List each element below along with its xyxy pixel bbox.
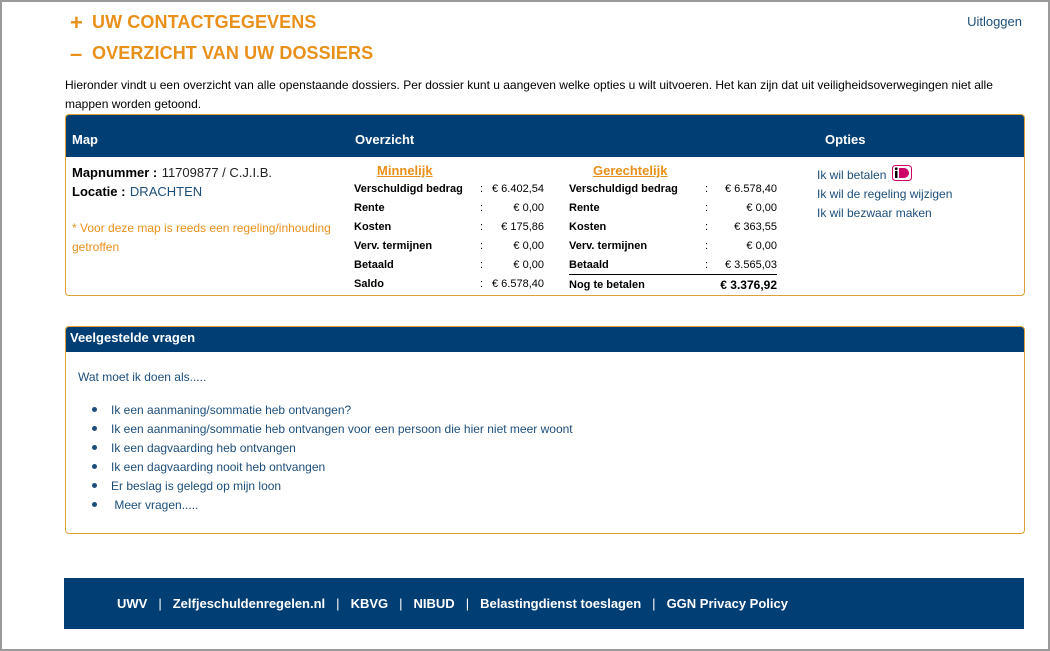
row-value: € 0,00 [513,239,544,252]
faq-link[interactable]: Ik een dagvaarding nooit heb ontvangen [111,459,326,474]
table-row [569,217,777,236]
row-label: Verv. termijnen [354,239,433,252]
section-toggle-contact[interactable] [70,9,317,35]
list-item [92,476,573,495]
row-separator: : [705,201,709,214]
intro-text: Hieronder vindt u een overzicht van alle openstaande dossiers. Per dossier kunt u aangeven welke opties u wilt uitvoeren. Het kan zijn dat uit veiligheidsoverwegingen niet alle mappen worden getoond. [65,78,993,111]
row-value: € 6.402,54 [492,182,544,195]
row-label: Verv. termijnen [569,239,648,252]
object-link[interactable]: Ik wil bezwaar maken [817,206,932,220]
row-value: € 3.565,03 [725,258,777,271]
amicable-title-link[interactable]: Minnelijk [377,163,433,178]
footer-separator: | [465,596,470,611]
row-separator: : [705,182,709,195]
row-separator: : [480,182,484,195]
list-item [92,419,573,438]
row-value: € 363,55 [734,220,777,233]
faq-link[interactable]: Ik een dagvaarding heb ontvangen [111,440,296,455]
location-value: DRACHTEN [129,184,203,199]
footer-separator: | [336,596,340,611]
row-label: Betaald [354,258,394,271]
row-separator: : [480,239,484,252]
bullet-icon [92,483,97,488]
table-row [569,255,777,274]
row-label: Saldo [354,277,384,290]
row-label: Kosten [569,220,607,233]
bullet-icon [92,445,97,450]
table-row [569,179,777,198]
faq-link[interactable]: Er beslag is gelegd op mijn loon [111,478,282,493]
row-label: Nog te betalen [569,278,645,291]
list-item [92,457,573,476]
arrangement-note: * Voor deze map is reeds een regeling/inhouding getroffen [72,221,331,254]
row-separator: : [480,258,484,271]
minus-icon: – [70,40,83,66]
row-separator: : [705,220,709,233]
header-overview: Overzicht [355,132,415,147]
dossier-header [66,115,1024,157]
faq-link[interactable]: Ik een aanmaning/sommatie heb ontvangen? [111,402,352,417]
faq-title: Veelgestelde vragen [66,327,1024,352]
row-label: Verschuldigd bedrag [569,182,678,195]
faq-list [92,400,573,514]
row-label: Rente [354,201,385,214]
row-value: € 0,00 [746,239,777,252]
bullet-icon [92,464,97,469]
footer-separator: | [652,596,656,611]
section-title-overview: OVERZICHT VAN UW DOSSIERS [92,43,374,63]
dossier-panel [65,114,1025,296]
change-arrangement-link[interactable]: Ik wil de regeling wijzigen [817,187,953,201]
row-label: Verschuldigd bedrag [354,182,463,195]
row-value: € 6.578,40 [492,277,544,290]
logout-link[interactable]: Uitloggen [967,14,1022,29]
judicial-table [569,179,777,294]
footer-link-nibud[interactable]: NIBUD [413,596,455,611]
footer-separator: | [158,596,162,611]
row-separator: : [705,239,709,252]
row-value: € 0,00 [746,201,777,214]
bullet-icon [92,407,97,412]
list-item [92,495,573,514]
table-row [569,198,777,217]
map-number-value: 11709877 / C.J.I.B. [161,165,273,180]
row-label: Betaald [569,258,609,271]
table-row [354,274,554,293]
section-toggle-overview[interactable] [70,40,374,66]
footer-link-zelfjeschuldenregelen[interactable]: Zelfjeschuldenregelen.nl [172,596,326,611]
table-row [354,217,554,236]
table-row [569,236,777,255]
row-separator: : [480,277,484,290]
row-value: € 0,00 [513,258,544,271]
section-title-contact: UW CONTACTGEGEVENS [92,12,317,32]
row-value: € 3.376,92 [720,277,777,292]
faq-link[interactable]: Ik een aanmaning/sommatie heb ontvangen voor een persoon die hier niet meer woont [111,421,573,436]
footer-link-belastingdienst[interactable]: Belastingdienst toeslagen [480,596,642,611]
bullet-icon [92,502,97,507]
map-info [72,163,272,201]
bullet-icon [92,426,97,431]
faq-lead-text: Wat moet ik doen als..... [78,370,207,384]
faq-panel [65,326,1025,534]
table-row [354,255,554,274]
row-value: € 6.578,40 [725,182,777,195]
map-number-label: Mapnummer : [72,165,158,180]
table-row [354,198,554,217]
header-options: Opties [825,132,866,147]
table-row [354,179,554,198]
footer-link-uwv[interactable]: UWV [117,596,148,611]
row-separator: : [480,201,484,214]
table-row-total [569,274,777,294]
list-item [92,400,573,419]
faq-link-more[interactable]: Meer vragen..... [111,497,199,512]
options-list [817,165,952,223]
pay-option-link[interactable] [817,165,952,185]
row-label: Kosten [354,220,392,233]
footer-bar [64,578,1024,629]
row-label: Rente [569,201,600,214]
plus-icon: + [70,9,83,35]
footer-link-privacy[interactable]: GGN Privacy Policy [666,596,788,611]
row-separator: : [480,220,484,233]
header-map: Map [72,132,98,147]
judicial-title-link[interactable]: Gerechtelijk [593,163,668,178]
footer-link-kbvg[interactable]: KBVG [350,596,389,611]
table-row [354,236,554,255]
amicable-table [354,179,554,293]
ideal-icon [892,165,912,181]
pay-option-label: Ik wil betalen [817,168,887,182]
row-value: € 0,00 [513,201,544,214]
row-separator: : [705,258,709,271]
list-item [92,438,573,457]
location-label: Locatie : [72,184,126,199]
row-value: € 175,86 [501,220,544,233]
footer-separator: | [399,596,403,611]
